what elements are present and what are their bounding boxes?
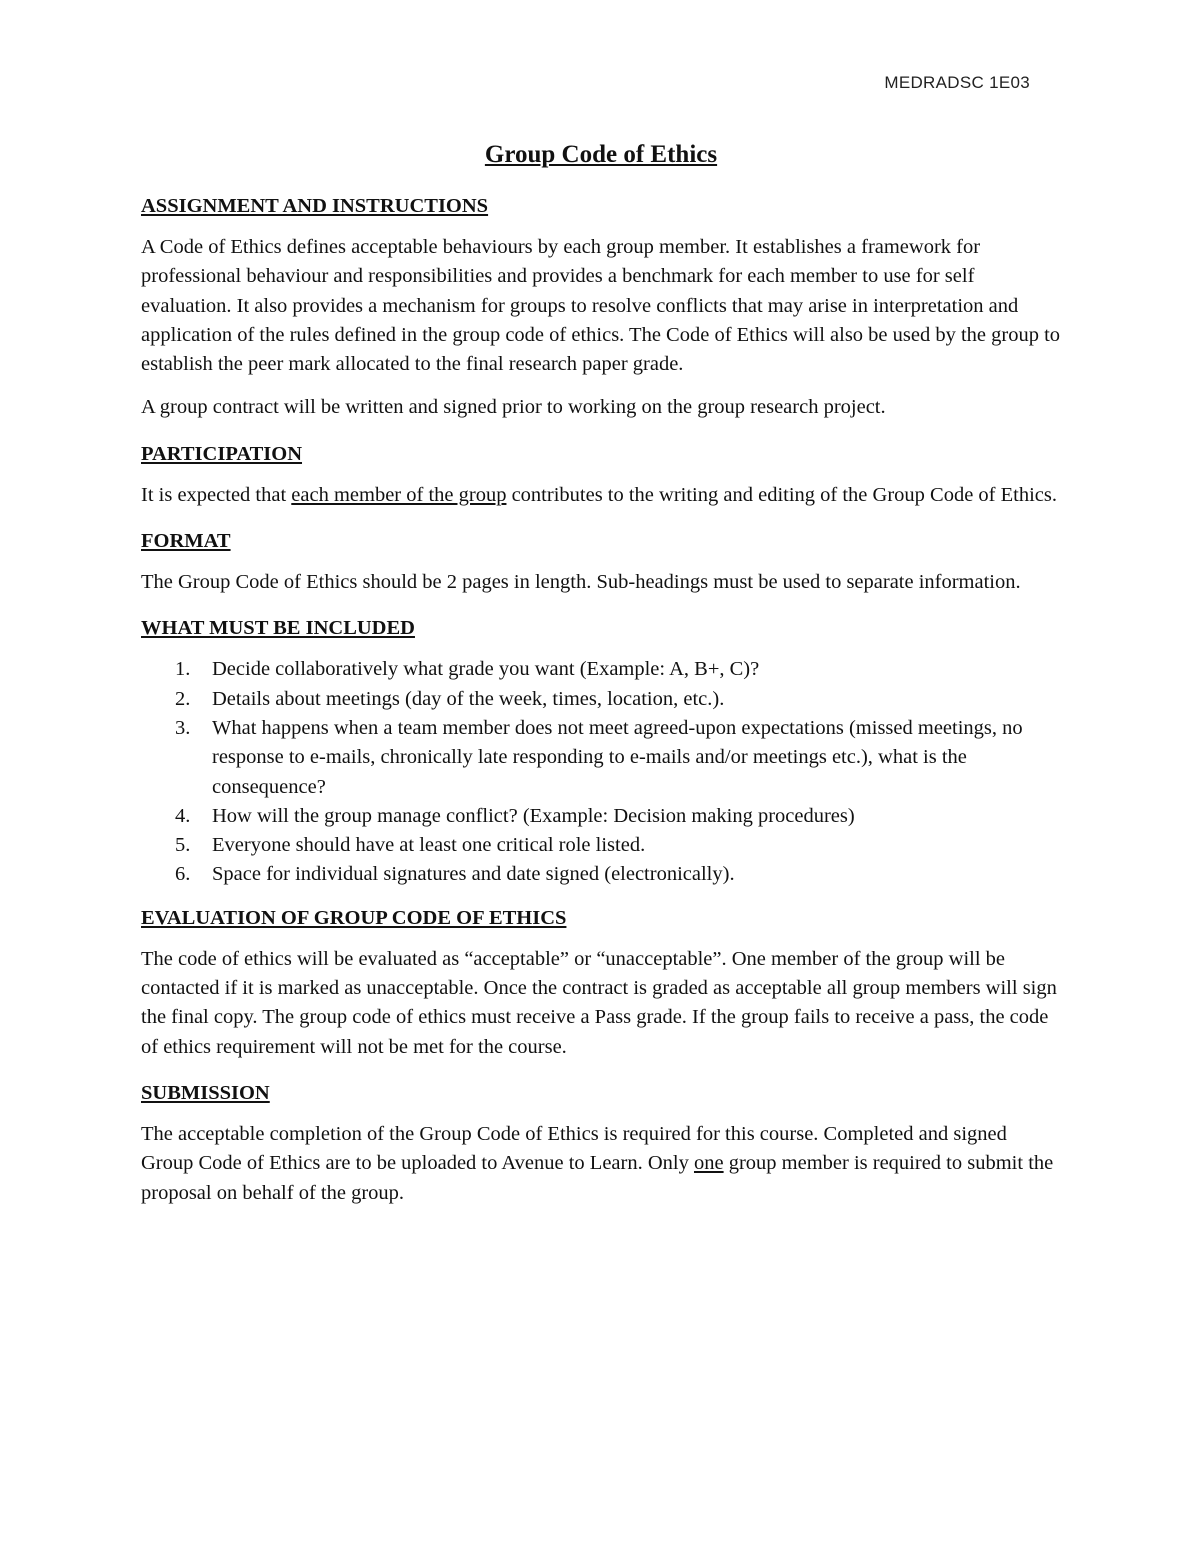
list-item <box>141 655 1061 684</box>
list-item <box>141 831 1061 860</box>
heading-assignment-instructions: ASSIGNMENT AND INSTRUCTIONS <box>141 195 489 217</box>
participation-text-start: It is expected that <box>141 483 292 506</box>
participation-text-end: contributes to the writing and editing of the Group Code of Ethics. <box>506 483 1058 506</box>
heading-submission: SUBMISSION <box>141 1081 270 1104</box>
list-item-number: 5. <box>175 834 191 857</box>
list-item-number: 3. <box>175 716 191 739</box>
list-item-text: Decide collaboratively what grade you want (Example: A, B+, C)? <box>212 658 760 681</box>
submission-emphasis: one <box>693 1152 724 1175</box>
assignment-paragraph-1: A Code of Ethics defines acceptable behaviours by each group member. It establishes a framework for professional behaviour and responsibilities and provides a benchmark for each member to use for self evaluation. It also provides a mechanism for groups to resolve conflicts that may arise in interpretation and application of the rules defined in the group code of ethics. The Code of Ethics will also be used by the group to establish the peer mark allocated to the final research paper grade. <box>141 236 1061 376</box>
requirements-list <box>141 655 1061 889</box>
list-item-text: Space for individual signatures and date signed (electronically). <box>212 863 735 886</box>
list-item-text: What happens when a team member does not meet agreed-upon expectations (missed meetings, no response to e-mails, chronically late responding to e-mails and/or meetings etc.), what is the consequence? <box>212 716 1023 798</box>
format-paragraph: The Group Code of Ethics should be 2 pages in length. Sub-headings must be used to separate information. <box>141 571 1021 594</box>
list-item-text: How will the group manage conflict? (Example: Decision making procedures) <box>212 804 855 827</box>
evaluation-paragraph: The code of ethics will be evaluated as “acceptable” or “unacceptable”. One member of the group will be contacted if it is marked as unacceptable. Once the contract is graded as acceptable all group members will sign the final copy. The group code of ethics must receive a Pass grade. If the group fails to receive a pass, the code of ethics requirement will not be met for the course. <box>141 947 1057 1058</box>
list-item-number: 4. <box>175 804 191 827</box>
list-item <box>141 685 1061 714</box>
submission-text-end: group member is required to submit the proposal on behalf of the group. <box>141 1152 1054 1204</box>
submission-paragraph <box>141 1120 1061 1208</box>
participation-paragraph <box>141 481 1061 510</box>
list-item <box>141 802 1061 831</box>
participation-emphasis: each member of the group <box>291 483 507 506</box>
list-item-number: 6. <box>175 863 191 886</box>
document-body <box>141 138 1061 1222</box>
list-item <box>141 860 1061 889</box>
submission-text-start: The acceptable completion of the Group Code of Ethics is required for this course. Completed and signed Group Code of Ethics are to be uploaded to Avenue to Learn. Only <box>141 1122 1007 1175</box>
list-item-text: Details about meetings (day of the week, times, location, etc.). <box>212 687 725 710</box>
list-item <box>141 714 1061 802</box>
list-item-number: 2. <box>175 687 191 710</box>
document-title: Group Code of Ethics <box>484 141 718 168</box>
heading-evaluation: EVALUATION OF GROUP CODE OF ETHICS <box>141 906 567 929</box>
list-item-number: 1. <box>175 658 191 681</box>
list-item-text: Everyone should have at least one critical role listed. <box>212 834 646 857</box>
running-header-course-code: MEDRADSC 1E03 <box>884 73 1030 92</box>
heading-format: FORMAT <box>141 530 231 553</box>
assignment-paragraph-2: A group contract will be written and signed prior to working on the group research project. <box>141 396 886 419</box>
heading-participation: PARTICIPATION <box>141 442 303 465</box>
heading-what-must-be-included: WHAT MUST BE INCLUDED <box>141 617 415 640</box>
